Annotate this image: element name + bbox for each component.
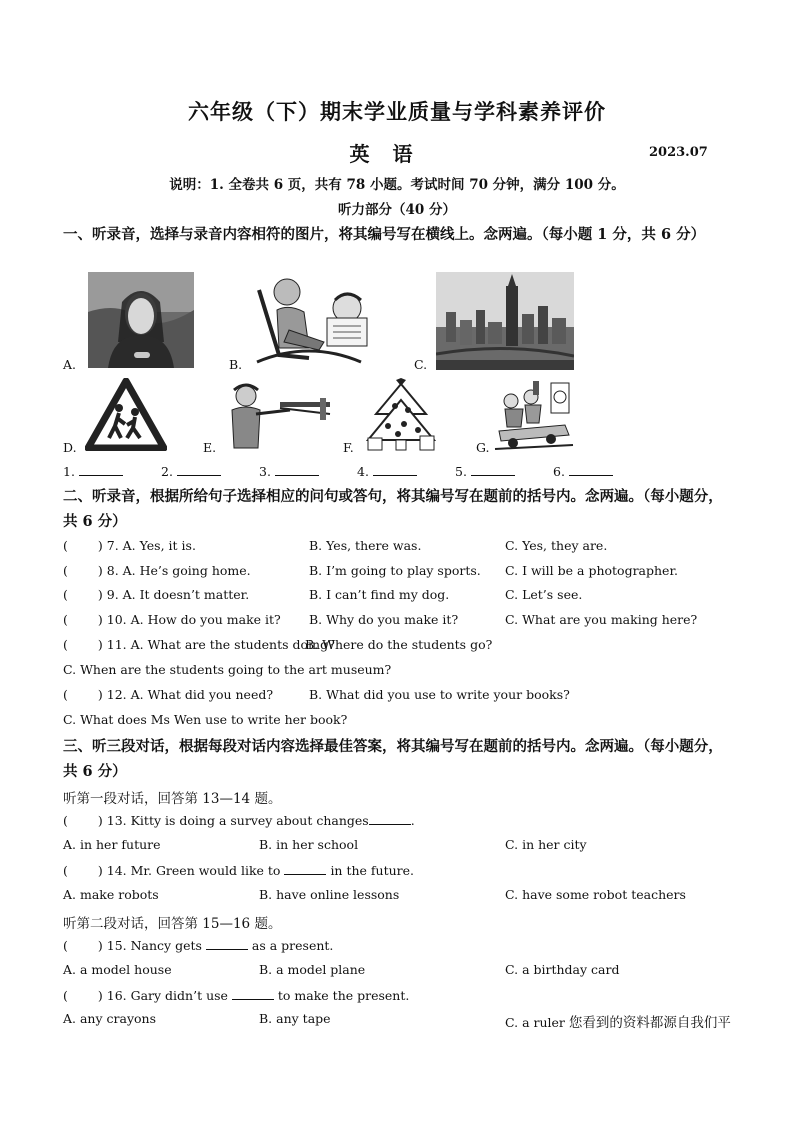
question-15-option-b: B. a model plane xyxy=(259,962,366,977)
question-12-option-b: B. What did you use to write your books? xyxy=(309,687,570,702)
question-8-option-b: B. I’m going to play sports. xyxy=(309,563,481,578)
question-text: ) 14. Mr. Green would like to xyxy=(97,863,281,878)
question-11-option-c: C. When are the students going to the art museum? xyxy=(63,662,392,677)
exam-instructions: 说明：1. 全卷共 6 页，共有 78 小题。考试时间 70 分钟，满分 100 分。 xyxy=(169,177,625,193)
option-a: ) 9. A. It doesn’t matter. xyxy=(97,587,250,602)
answer-paren[interactable]: ( xyxy=(63,938,68,953)
question-14-option-b: B. have online lessons xyxy=(259,887,400,902)
answer-paren[interactable]: ( xyxy=(63,637,68,652)
option-a: ) 11. A. What are the students doing? xyxy=(97,637,335,652)
question-16-option-c xyxy=(505,1011,731,1031)
blank-line xyxy=(177,463,221,476)
picture-label-g: G. xyxy=(476,440,490,455)
mona-lisa-painting-image xyxy=(88,272,194,368)
question-text-end: to make the present. xyxy=(277,988,410,1003)
question-16-option-b: B. any tape xyxy=(259,1011,331,1026)
page-title: 六年级（下）期末学业质量与学科素养评价 xyxy=(188,99,606,124)
picture-label-d: D. xyxy=(63,440,77,455)
picture-label-a: A. xyxy=(63,357,77,372)
blank-line xyxy=(206,937,248,950)
answer-number: 4. xyxy=(357,464,369,479)
option-a: ) 12. A. What did you need? xyxy=(97,687,274,702)
question-12-option-c: C. What does Ms Wen use to write her book? xyxy=(63,712,348,727)
answer-number: 6. xyxy=(553,464,565,479)
blank-line xyxy=(79,463,123,476)
answer-paren[interactable]: ( xyxy=(63,612,68,627)
section-1-heading: 一、听录音，选择与录音内容相符的图片，将其编号写在横线上。念两遍。（每小题 1 分，共 6 分） xyxy=(63,226,706,243)
answer-blank-3[interactable] xyxy=(259,463,319,479)
option-a: ) 7. A. Yes, it is. xyxy=(97,538,196,553)
question-13-stem: ( ) 13. Kitty is doing a survey about changes . xyxy=(63,813,415,828)
answer-paren[interactable]: ( xyxy=(63,813,68,828)
question-7-option-c: C. Yes, they are. xyxy=(505,538,608,553)
blank-line xyxy=(232,987,274,1000)
man-with-saw-image xyxy=(220,380,335,450)
option-a: ) 8. A. He’s going home. xyxy=(97,563,251,578)
picture-label-c: C. xyxy=(414,357,428,372)
question-7-option-b: B. Yes, there was. xyxy=(309,538,422,553)
blank-line xyxy=(373,463,417,476)
question-13-option-b: B. in her school xyxy=(259,837,359,852)
answer-number: 5. xyxy=(455,464,467,479)
picture-label-f: F. xyxy=(343,440,354,455)
dialog-1-instruction: 听第一段对话，回答第 13—14 题。 xyxy=(63,791,282,807)
listening-part-heading: 听力部分（40 分） xyxy=(338,202,456,218)
question-15-option-c: C. a birthday card xyxy=(505,962,620,977)
option-text: C. a ruler xyxy=(505,1015,565,1030)
section-3-heading: 三、听三段对话，根据每段对话内容选择最佳答案，将其编号写在题前的括号内。念两遍。（每小题分，共 6 分） xyxy=(63,738,723,780)
option-a: ) 10. A. How do you make it? xyxy=(97,612,281,627)
answer-number: 1. xyxy=(63,464,75,479)
question-13-option-c: C. in her city xyxy=(505,837,587,852)
question-text: ) 15. Nancy gets xyxy=(97,938,202,953)
picture-label-b: B. xyxy=(229,357,243,372)
question-text: ) 13. Kitty is doing a survey about changes xyxy=(97,813,369,828)
question-text-end: in the future. xyxy=(330,863,415,878)
question-10-stem xyxy=(63,612,281,627)
answer-blank-5[interactable] xyxy=(455,463,515,479)
question-11-option-b: B. Where do the students go? xyxy=(305,637,493,652)
children-crossing-sign-image xyxy=(85,378,167,451)
question-9-option-c: C. Let’s see. xyxy=(505,587,583,602)
question-13-option-a: A. in her future xyxy=(63,837,161,852)
blank-line xyxy=(471,463,515,476)
answer-paren[interactable]: ( xyxy=(63,538,68,553)
city-skyline-image xyxy=(436,272,574,370)
answer-paren[interactable]: ( xyxy=(63,587,68,602)
question-15-option-a: A. a model house xyxy=(63,962,172,977)
question-15-stem xyxy=(63,937,333,953)
grandma-and-boy-reading-image xyxy=(249,270,380,368)
question-text: ) 16. Gary didn’t use xyxy=(97,988,228,1003)
blank-line xyxy=(275,463,319,476)
picture-label-e: E. xyxy=(203,440,217,455)
kids-on-train-ride-image xyxy=(493,377,575,453)
section-2-heading: 二、听录音，根据所给句子选择相应的问句或答句，将其编号写在题前的括号内。念两遍。（每小题分，共 6 分） xyxy=(63,488,723,530)
answer-blank-4[interactable] xyxy=(357,463,417,479)
answer-number: 2. xyxy=(161,464,173,479)
answer-blank-2[interactable] xyxy=(161,463,221,479)
question-14-option-a: A. make robots xyxy=(63,887,159,902)
question-9-stem xyxy=(63,587,249,602)
question-7-stem xyxy=(63,538,196,553)
exam-date: 2023.07 xyxy=(649,145,708,160)
question-text-end: as a present. xyxy=(251,938,334,953)
blank-line xyxy=(284,862,326,875)
question-8-option-c: C. I will be a photographer. xyxy=(505,563,679,578)
question-10-option-c: C. What are you making here? xyxy=(505,612,698,627)
christmas-tree-image xyxy=(360,378,442,453)
answer-number: 3. xyxy=(259,464,271,479)
watermark-text: 您看到的资料都源自我们平 xyxy=(568,1015,731,1031)
question-16-stem xyxy=(63,987,409,1003)
question-9-option-b: B. I can’t find my dog. xyxy=(309,587,450,602)
question-10-option-b: B. Why do you make it? xyxy=(309,612,459,627)
answer-paren[interactable]: ( xyxy=(63,687,68,702)
subject-title: 英 语 xyxy=(349,142,421,166)
answer-blank-6[interactable] xyxy=(553,463,613,479)
answer-paren[interactable]: ( xyxy=(63,863,68,878)
question-11-stem xyxy=(63,637,335,652)
question-14-option-c: C. have some robot teachers xyxy=(505,887,686,902)
question-16-option-a: A. any crayons xyxy=(63,1011,156,1026)
answer-blank-1[interactable] xyxy=(63,463,123,479)
question-8-stem xyxy=(63,563,251,578)
blank-line xyxy=(569,463,613,476)
question-12-stem xyxy=(63,687,273,702)
dialog-2-instruction: 听第二段对话，回答第 15—16 题。 xyxy=(63,916,282,932)
blank-line xyxy=(369,812,411,825)
question-14-stem xyxy=(63,862,414,878)
answer-paren[interactable]: ( xyxy=(63,988,68,1003)
answer-paren[interactable]: ( xyxy=(63,563,68,578)
